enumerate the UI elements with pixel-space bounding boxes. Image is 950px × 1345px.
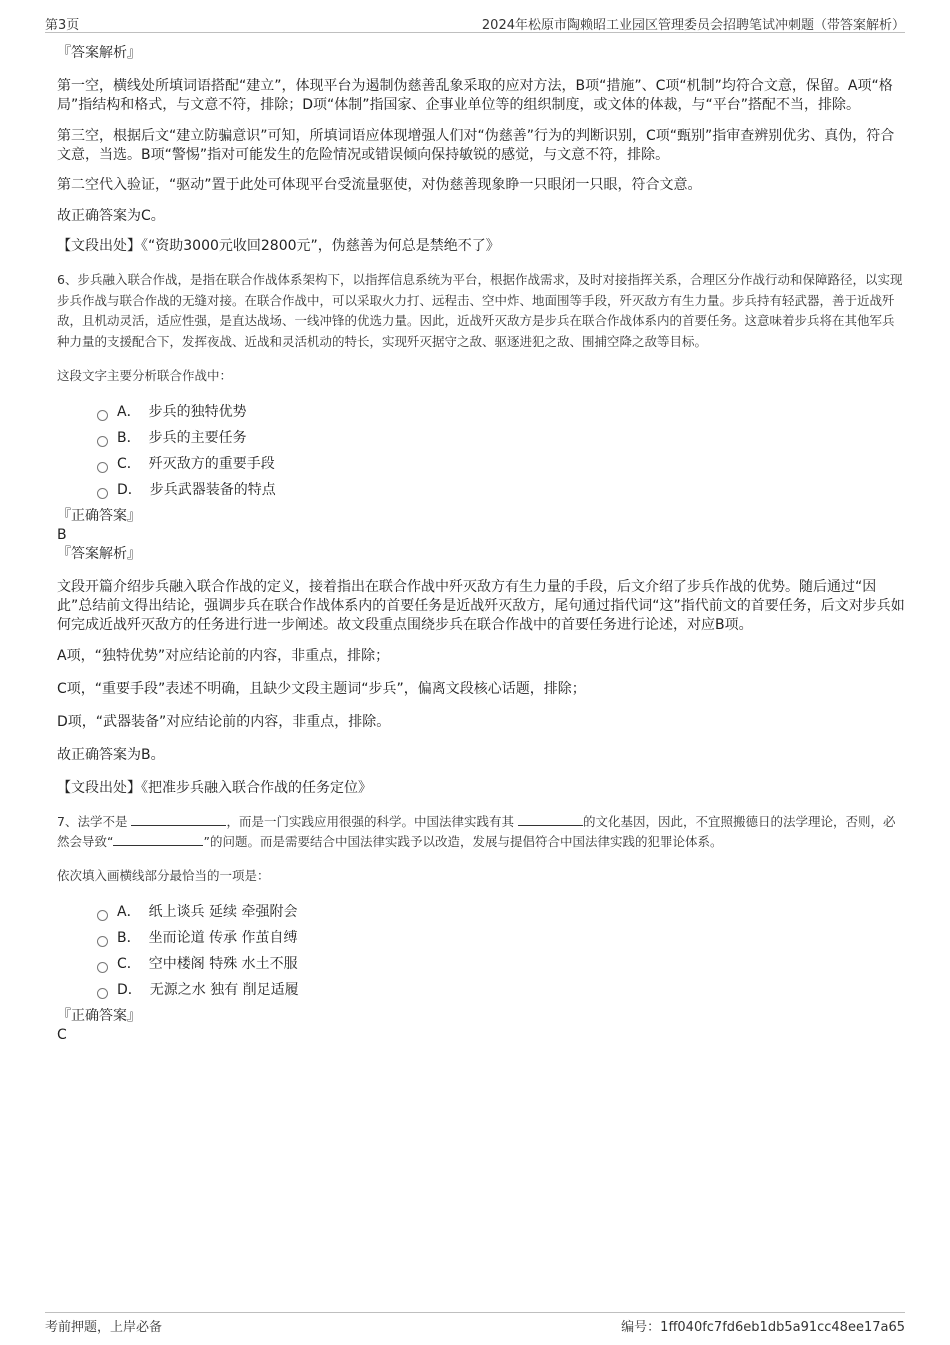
footer-slogan: 考前押题，上岸必备: [45, 1320, 163, 1335]
q5-analysis-para: 第三空，根据后文“建立防骗意识”可知，所填词语应体现增强人们对“伪慈善”行为的判断识别，C项“甄别”指审查辨别优劣、真伪，符合文意，当选。B项“警惕”指对可能发生的危险情况或错误倾向保持敏锐的感觉，与文意不符，排除。: [57, 128, 895, 163]
q6-option-d[interactable]: D． 步兵武器装备的特点: [97, 477, 905, 503]
page-number: 第3页: [45, 18, 80, 33]
fill-blank: [131, 813, 226, 826]
q7-option-d[interactable]: D． 无源之水 独有 削足适履: [97, 977, 905, 1003]
q5-analysis-label: 『答案解析』: [57, 45, 141, 61]
q6-analysis-para: 文段开篇介绍步兵融入联合作战的定义，接着指出在联合作战中歼灭敌方有生力量的手段，后文介绍了步兵作战的优势。随后通过“因此”总结前文得出结论，强调步兵在联合作战体系内的首要任务是近战歼灭敌方，尾句通过指代词“这”指代前文的首要任务，后文对步兵如何完成近战歼灭敌方的任务进行进一步阐述。故文段重点围绕步兵在联合作战中的首要任务进行论述，对应B项。: [57, 579, 905, 633]
q6-analysis-para: A项，“独特优势”对应结论前的内容，非重点，排除；: [57, 648, 390, 664]
q6-option-a[interactable]: A． 步兵的独特优势: [97, 399, 905, 425]
radio-button[interactable]: [97, 962, 108, 973]
q6-conclusion: 故正确答案为B。: [57, 747, 165, 763]
document-id: 编号：1ff040fc7fd6eb1db5a91cc48ee17a65: [621, 1320, 905, 1335]
fill-blank: [518, 813, 583, 826]
q6-option-c[interactable]: C． 歼灭敌方的重要手段: [97, 451, 905, 477]
q6-analysis-label: 『答案解析』: [57, 546, 141, 562]
document-content: [57, 44, 905, 1045]
q6-analysis-para: D项，“武器装备”对应结论前的内容，非重点，排除。: [57, 714, 391, 730]
page-header: [45, 12, 905, 33]
radio-button[interactable]: [97, 988, 108, 999]
q5-source: 【文段出处】《“资助3000元收回2800元”，伪慈善为何总是禁绝不了》: [57, 238, 500, 254]
q7-option-a[interactable]: A． 纸上谈兵 延续 牵强附会: [97, 899, 905, 925]
q7-answer-label: 『正确答案』: [57, 1008, 141, 1024]
q6-answer: B: [57, 527, 67, 543]
q6-option-b[interactable]: B． 步兵的主要任务: [97, 425, 905, 451]
q7-option-b[interactable]: B． 坐而论道 传承 作茧自缚: [97, 925, 905, 951]
q5-analysis-para: 第二空代入验证，“驱动”置于此处可体现平台受流量驱使，对伪慈善现象睁一只眼闭一只眼，符合文意。: [57, 177, 702, 193]
q6-analysis-para: C项，“重要手段”表述不明确，且缺少文段主题词“步兵”，偏离文段核心话题，排除；: [57, 681, 586, 697]
q7-prompt: 依次填入画横线部分最恰当的一项是：: [57, 868, 270, 883]
q7-option-c[interactable]: C． 空中楼阁 特殊 水土不服: [97, 951, 905, 977]
q6-stem: 6、步兵融入联合作战，是指在联合作战体系架构下，以指挥信息系统为平台，根据作战需求，及时对接指挥关系，合理区分作战行动和保障路径，以实现步兵作战与联合作战的无缝对接。在联合作战中，可以采取火力打、远程击、空中炸、地面围等手段，歼灭敌方有生力量。步兵持有轻武器，善于近战歼敌，且机动灵活，适应性强，是直达战场、一线冲锋的优选力量。因此，近战歼灭敌方是步兵在联合作战体系内的首要任务。这意味着步兵将在其他军兵种力量的支援配合下，发挥夜战、近战和灵活机动的特长，实现歼灭据守之敌、驱逐进犯之敌、围捕空降之敌等目标。: [57, 272, 903, 349]
q6-options: [57, 399, 905, 503]
q7-answer: C: [57, 1027, 67, 1043]
radio-button[interactable]: [97, 436, 108, 447]
q7-stem: 7、法学不是 ，而是一门实践应用很强的科学。中国法律实践有其 的文化基因，因此，不宜照搬德日的法学理论，否则，必然会导致“ ”的问题。而是需要结合中国法律实践予以改造，发展与提倡符合中国法律实践的犯罪论体系。: [57, 814, 896, 849]
fill-blank: [113, 833, 203, 846]
radio-button[interactable]: [97, 410, 108, 421]
document-title: 2024年松原市陶赖昭工业园区管理委员会招聘笔试冲刺题（带答案解析）: [481, 18, 905, 33]
q6-source: 【文段出处】《把准步兵融入联合作战的任务定位》: [57, 780, 372, 796]
radio-button[interactable]: [97, 910, 108, 921]
radio-button[interactable]: [97, 488, 108, 499]
q7-options: [57, 899, 905, 1003]
radio-button[interactable]: [97, 462, 108, 473]
radio-button[interactable]: [97, 936, 108, 947]
q5-analysis-para: 第一空，横线处所填词语搭配“建立”，体现平台为遏制伪慈善乱象采取的应对方法，B项“措施”、C项“机制”均符合文意，保留。A项“格局”指结构和格式，与文意不符，排除；D项“体制”指国家、企事业单位等的组织制度，或文体的体裁，与“平台”搭配不当，排除。: [57, 78, 893, 113]
q6-prompt: 这段文字主要分析联合作战中：: [57, 368, 233, 383]
q5-conclusion: 故正确答案为C。: [57, 208, 165, 224]
page-footer: [45, 1312, 905, 1337]
q6-answer-label: 『正确答案』: [57, 508, 141, 524]
